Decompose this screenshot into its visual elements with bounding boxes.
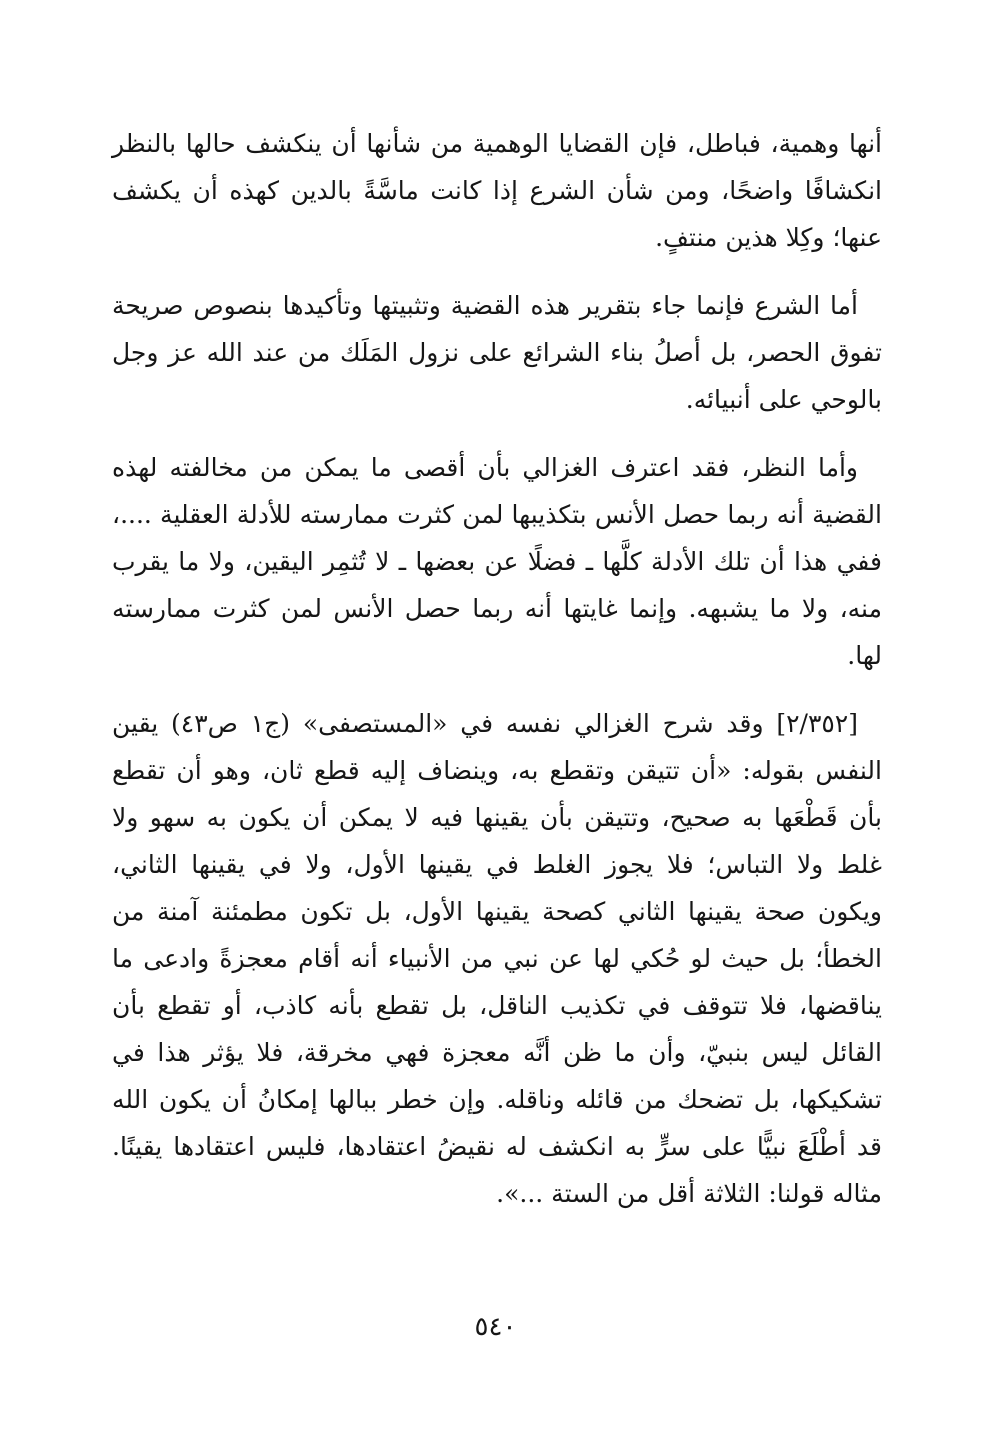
paragraph-2: أما الشرع فإنما جاء بتقرير هذه القضية وتثبيتها وتأكيدها بنصوص صريحة تفوق الحصر، بل أصلُ بناء الشرائع على نزول المَلَك من عند الله عز وجل بالوحي على أنبيائه. [112, 291, 882, 414]
body-text [112, 120, 882, 1238]
page-number: ٥٤٠ [474, 1312, 517, 1342]
paragraph-4: [٢/٣٥٢] وقد شرح الغزالي نفسه في «المستصفى» (ج١ ص٤٣) يقين النفس بقوله: «أن تتيقن وتقطع به، وينضاف إليه قطع ثان، وهو أن تقطع بأن قَطْعَها به صحيح، وتتيقن بأن يقينها فيه لا يمكن أن يكون به سهو ولا غلط ولا التباس؛ فلا يجوز الغلط في يقينها الأول، ولا في يقينها الثاني، ويكون صحة يقينها الثاني كصحة يقينها الأول، بل تكون مطمئنة آمنة من الخطأ؛ بل حيث لو حُكي لها عن نبي من الأنبياء أنه أقام معجزةً وادعى ما يناقضها، فلا تتوقف في تكذيب الناقل، بل تقطع بأنه كاذب، أو تقطع بأن القائل ليس بنبيّ، وأن ما ظن أنَّه معجزة فهي مخرقة، فلا يؤثر هذا في تشكيكها، بل تضحك من قائله وناقله. وإن خطر ببالها إمكانُ أن يكون الله قد أطْلَعَ نبيًّا على سرٍّ به انكشف له نقيضُ اعتقادها، فليس اعتقادها يقينًا. مثاله قولنا: الثلاثة أقل من الستة ...». [112, 709, 882, 1208]
paragraph-3: وأما النظر، فقد اعترف الغزالي بأن أقصى ما يمكن من مخالفته لهذه القضية أنه ربما حصل الأنس بتكذيبها لمن كثرت ممارسته للأدلة العقلية ....، ففي هذا أن تلك الأدلة كلَّها ـ فضلًا عن بعضها ـ لا تُثمِر اليقين، ولا ما يقرب منه، ولا ما يشبهه. وإنما غايتها أنه ربما حصل الأنس لمن كثرت ممارسته لها. [112, 453, 882, 670]
paragraph-1: أنها وهمية، فباطل، فإن القضايا الوهمية من شأنها أن ينكشف حالها بالنظر انكشافًا واضحًا، ومن شأن الشرع إذا كانت ماسَّةً بالدين كهذه أن يكشف عنها؛ وكِلا هذين منتفٍ. [112, 129, 882, 252]
